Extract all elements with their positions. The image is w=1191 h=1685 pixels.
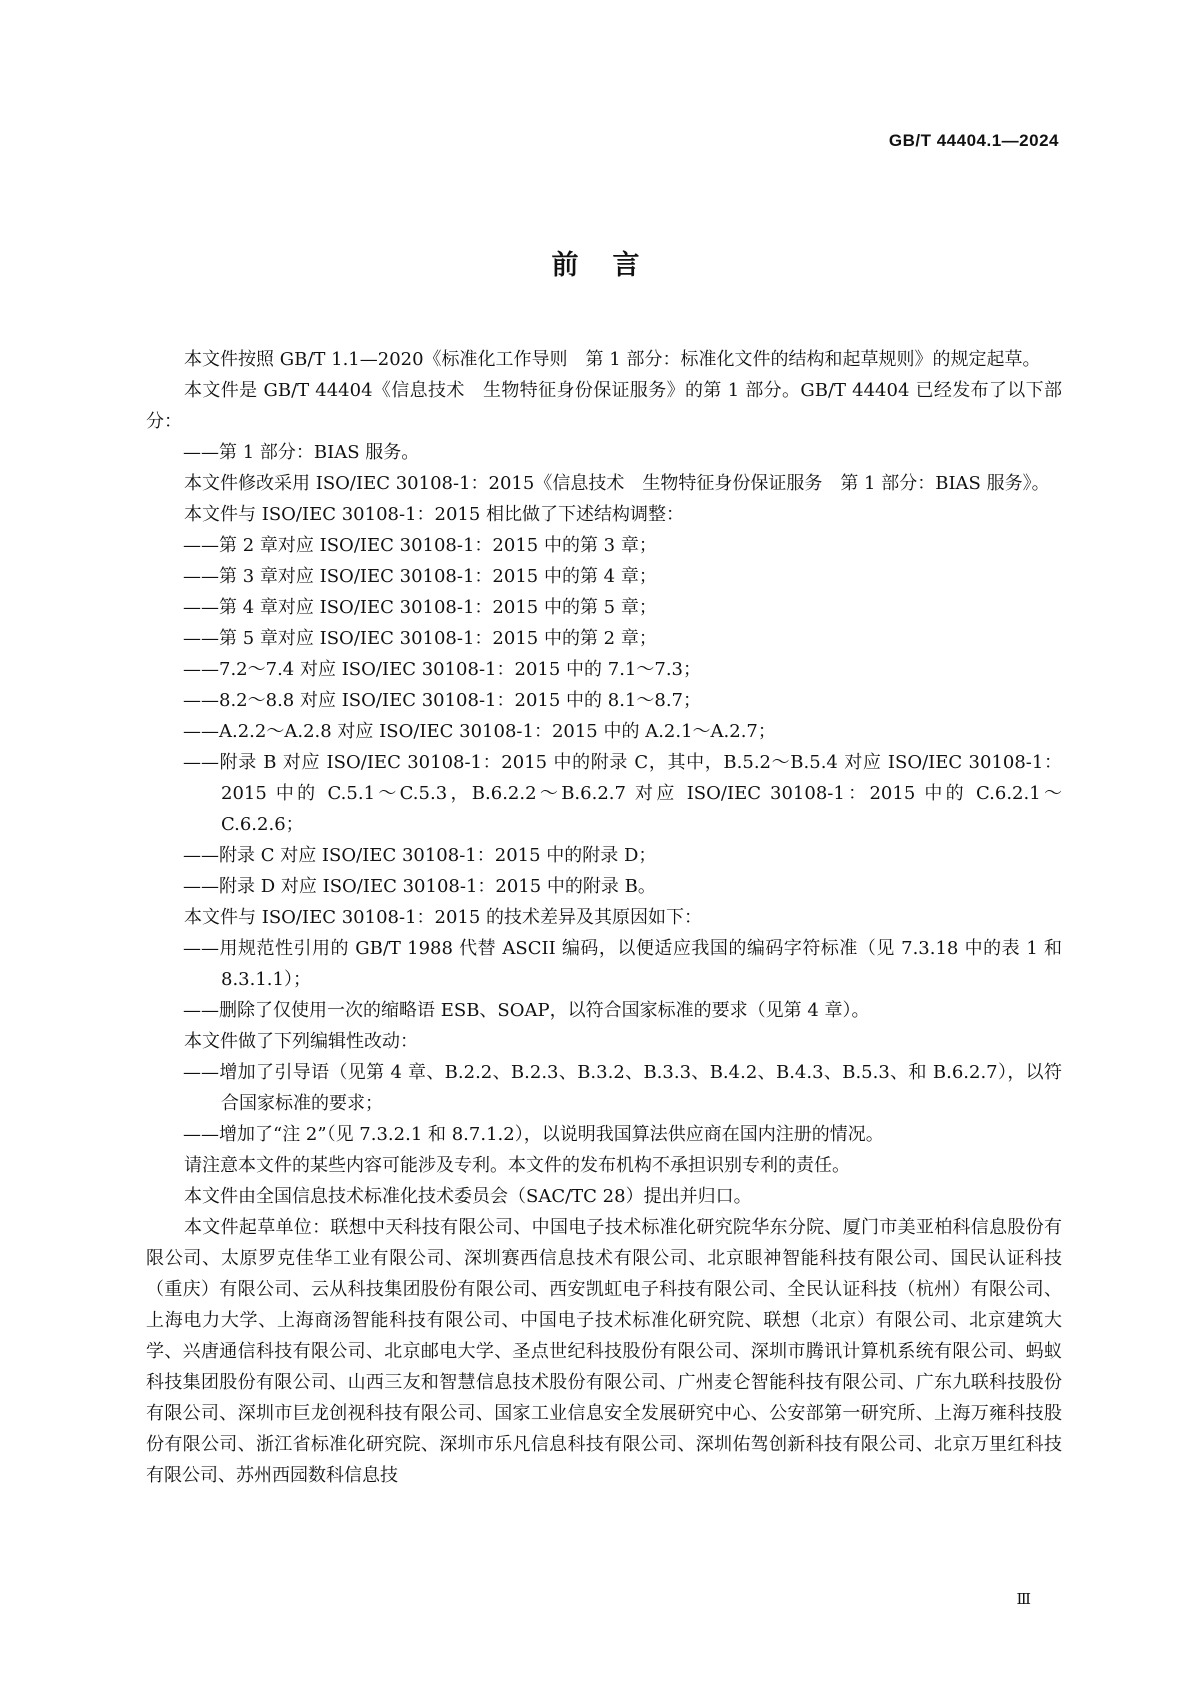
paragraph: 本文件由全国信息技术标准化技术委员会（SAC/TC 28）提出并归口。 [184,1186,752,1207]
list-item: ——第 4 章对应 ISO/IEC 30108-1：2015 中的第 5 章； [183,597,657,618]
page-number: Ⅲ [1016,1592,1031,1608]
paragraph: 本文件是 GB/T 44404《信息技术 生物特征身份保证服务》的第 1 部分。GB/T 44404 已经发布了以下部分： [146,380,1062,432]
list-item: ——7.2～7.4 对应 ISO/IEC 30108-1：2015 中的 7.1～7.3； [183,659,702,680]
list-item: ——第 2 章对应 ISO/IEC 30108-1：2015 中的第 3 章； [183,535,657,556]
list-item: ——第 1 部分：BIAS 服务。 [183,442,420,463]
document-body [146,344,1062,1491]
list-item: ——增加了“注 2”（见 7.3.2.1 和 8.7.1.2），以说明我国算法供应商在国内注册的情况。 [183,1124,884,1145]
list-item: ——用规范性引用的 GB/T 1988 代替 ASCII 编码，以便适应我国的编码字符标准（见 7.3.18 中的表 1 和 8.3.1.1）； [183,938,1062,990]
paragraph: 本文件与 ISO/IEC 30108-1：2015 的技术差异及其原因如下： [184,907,703,928]
list-item: ——删除了仅使用一次的缩略语 ESB、SOAP，以符合国家标准的要求（见第 4 章）。 [183,1000,870,1021]
paragraph: 本文件起草单位：联想中天科技有限公司、中国电子技术标准化研究院华东分院、厦门市美亚柏科信息股份有限公司、太原罗克佳华工业有限公司、深圳赛西信息技术有限公司、北京眼神智能科技有限公司、国民认证科技（重庆）有限公司、云从科技集团股份有限公司、西安凯虹电子科技有限公司、全民认证科技（杭州）有限公司、上海电力大学、上海商汤智能科技有限公司、中国电子技术标准化研究院、联想（北京）有限公司、北京建筑大学、兴唐通信科技有限公司、北京邮电大学、圣点世纪科技股份有限公司、深圳市腾讯计算机系统有限公司、蚂蚁科技集团股份有限公司、山西三友和智慧信息技术股份有限公司、广州麦仑智能科技有限公司、广东九联科技股份有限公司、深圳市巨龙创视科技有限公司、国家工业信息安全发展研究中心、公安部第一研究所、上海万雍科技股份有限公司、浙江省标准化研究院、深圳市乐凡信息科技有限公司、深圳佑驾创新科技有限公司、北京万里红科技有限公司、苏州西园数科信息技 [146,1217,1062,1486]
paragraph: 本文件修改采用 ISO/IEC 30108-1：2015《信息技术 生物特征身份保证服务 第 1 部分：BIAS 服务》。 [184,473,1050,494]
list-item: ——附录 C 对应 ISO/IEC 30108-1：2015 中的附录 D； [183,845,657,866]
list-item: ——附录 D 对应 ISO/IEC 30108-1：2015 中的附录 B。 [183,876,656,897]
list-item: ——附录 B 对应 ISO/IEC 30108-1：2015 中的附录 C，其中，B.5.2～B.5.4 对应 ISO/IEC 30108-1：2015 中的 C.5.1～C.5.3，B.6.2.2～B.6.2.7 对应 ISO/IEC 30108-1：2015 中的 C.6.2.1～C.6.2.6； [183,752,1062,835]
paragraph: 本文件按照 GB/T 1.1—2020《标准化工作导则 第 1 部分：标准化文件的结构和起草规则》的规定起草。 [184,349,1041,370]
list-item: ——8.2～8.8 对应 ISO/IEC 30108-1：2015 中的 8.1～8.7； [183,690,702,711]
list-item: ——第 3 章对应 ISO/IEC 30108-1：2015 中的第 4 章； [183,566,657,587]
list-item: ——A.2.2～A.2.8 对应 ISO/IEC 30108-1：2015 中的 A.2.1～A.2.7； [183,721,776,742]
list-item: ——第 5 章对应 ISO/IEC 30108-1：2015 中的第 2 章； [183,628,657,649]
standard-code: GB/T 44404.1—2024 [888,131,1059,150]
paragraph: 请注意本文件的某些内容可能涉及专利。本文件的发布机构不承担识别专利的责任。 [184,1155,850,1176]
list-item: ——增加了引导语（见第 4 章、B.2.2、B.2.3、B.3.2、B.3.3、B.4.2、B.4.3、B.5.3、和 B.6.2.7），以符合国家标准的要求； [183,1062,1062,1114]
page-title: 前言 [551,250,674,281]
paragraph: 本文件与 ISO/IEC 30108-1：2015 相比做了下述结构调整： [184,504,685,525]
paragraph: 本文件做了下列编辑性改动： [184,1031,418,1052]
